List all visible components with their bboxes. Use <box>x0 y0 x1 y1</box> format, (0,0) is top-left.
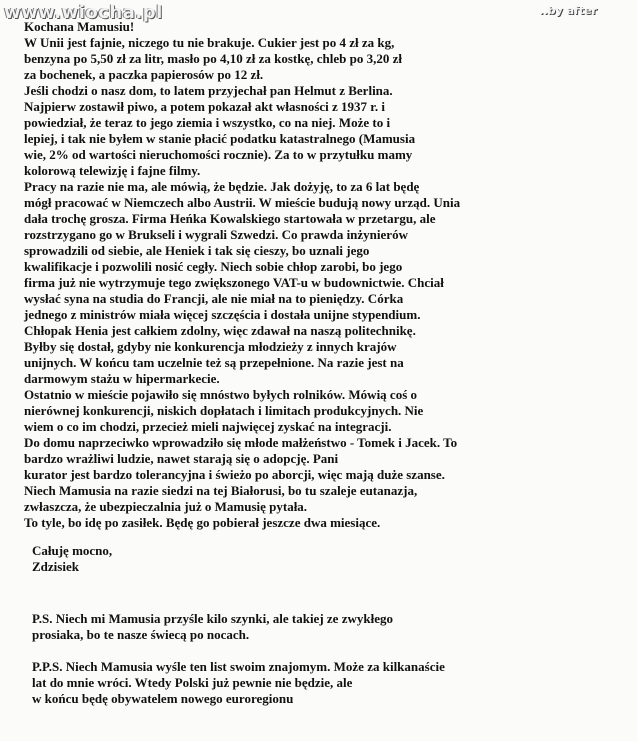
letter-line: kwalifikacje i pozwolili nosić cegły. Niech sobie chłop zarobi, bo jego <box>24 259 403 274</box>
letter-line: lat do mnie wróci. Wtedy Polski już pewnie nie będzie, ale <box>32 675 353 690</box>
letter-line: wie, 2% od wartości nieruchomości rocznie). Za to w przytułku mamy <box>24 147 413 162</box>
letter-line: powiedział, że teraz to jego ziemia i wszystko, co na niej. Może to i <box>24 115 391 130</box>
letter-line: zwłaszcza, że ubezpieczalnia już o Mamusię pytała. <box>24 499 308 514</box>
letter-line: Pracy na razie nie ma, ale mówią, że będzie. Jak dożyję, to za 6 lat będę <box>24 179 420 194</box>
letter-line: Chłopak Henia jest całkiem zdolny, więc zdawał na naszą politechnikę. <box>24 323 416 338</box>
letter-closing: Całuję mocno, <box>32 543 113 558</box>
letter-line: Niech Mamusia na razie siedzi na tej Białorusi, bo tu szaleje eutanazja, <box>24 483 418 498</box>
letter-line: kolorową telewizję i fajne filmy. <box>24 163 201 178</box>
letter-line: prosiaka, bo te nasze świecą po nocach. <box>32 627 250 642</box>
letter-line: P.P.S. Niech Mamusia wyśle ten list swoim znajomym. Może za kilkanaście <box>32 659 445 674</box>
letter-line: W Unii jest fajnie, niczego tu nie brakuje. Cukier jest po 4 zł za kg, <box>24 35 395 50</box>
letter-line: w końcu będę obywatelem nowego euroregionu <box>32 691 294 706</box>
letter-line: Najpierw zostawił piwo, a potem pokazał akt własności z 1937 r. i <box>24 99 385 114</box>
byline: ..by after <box>539 4 597 17</box>
letter-line: kurator jest bardzo tolerancyjna i świeżo po aborcji, więc mają duże szanse. <box>24 467 445 482</box>
letter-line: jednego z ministrów miała więcej szczęścia i dostała unijne stypendium. <box>24 307 421 322</box>
letter-line: wiem o co im chodzi, przecież mieli najwięcej zyskać na integracji. <box>24 419 392 434</box>
letter-line: P.S. Niech mi Mamusia przyśle kilo szynki, ale takiej ze zwykłego <box>32 611 393 626</box>
letter-signature: Zdzisiek <box>32 559 79 574</box>
letter-line: dała trochę grosza. Firma Heńka Kowalskiego startowała w przetargu, ale <box>24 211 436 226</box>
post-postscript <box>32 659 624 707</box>
letter-line: wysłać syna na studia do Francji, ale nie miał na to pieniędzy. Córka <box>24 291 404 306</box>
letter-line: To tyle, bo idę po zasiłek. Będę go pobierał jeszcze dwa miesiące. <box>24 515 381 530</box>
letter-line: Ostatnio w mieście pojawiło się mnóstwo byłych rolników. Mówią coś o <box>24 387 418 402</box>
letter-text <box>24 19 624 707</box>
letter-body <box>24 35 624 531</box>
letter-line: Do domu naprzeciwko wprowadziło się młode małżeństwo - Tomek i Jacek. To <box>24 435 458 450</box>
letter-line: unijnych. W końcu tam uczelnie też są przepełnione. Na razie jest na <box>24 355 404 370</box>
letter-line: lepiej, i tak nie byłem w stanie płacić podatku katastralnego (Mamusia <box>24 131 416 146</box>
letter-line: sprowadzili od siebie, ale Heniek i tak się cieszy, bo uznali jego <box>24 243 370 258</box>
letter-line: benzyna po 5,50 zł za litr, masło po 4,10 zł za kostkę, chleb po 3,20 zł <box>24 51 402 66</box>
letter-line: firma już nie wytrzymuje tego zwiększonego VAT-u w budownictwie. Chciał <box>24 275 444 290</box>
letter-line: mógł pracować w Niemczech albo Austrii. W mieście budują nowy urząd. Unia <box>24 195 461 210</box>
postscript <box>32 611 624 643</box>
letter-line: Jeśli chodzi o nasz dom, to latem przyjechał pan Helmut z Berlina. <box>24 83 393 98</box>
letter-line: darmowym stażu w hipermarkecie. <box>24 371 220 386</box>
letter-greeting: Kochana Mamusiu! <box>24 19 135 34</box>
letter-line: rozstrzygano go w Brukseli i wygrali Szwedzi. Co prawda inżynierów <box>24 227 408 242</box>
letter-line: nierównej konkurencji, niskich dopłatach i limitach produkcyjnych. Nie <box>24 403 424 418</box>
letter-line: Byłby się dostał, gdyby nie konkurencja młodzieży z innych krajów <box>24 339 397 354</box>
letter-line: bardzo wrażliwi ludzie, nawet starają się o adopcję. Pani <box>24 451 339 466</box>
letter-line: za bochenek, a paczka papierosów po 12 zł. <box>24 67 264 82</box>
watermark: www.wiocha.pl <box>4 2 163 23</box>
